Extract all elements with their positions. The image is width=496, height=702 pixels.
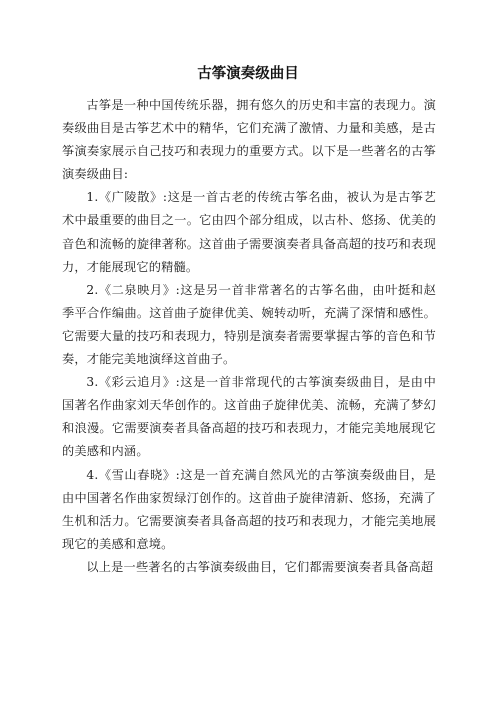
paragraph-item-3: 3.《彩云追月》:这是一首非常现代的古筝演奏级曲目，是由中国著名作曲家刘天华创作的。这首曲子旋律优美、流畅，充满了梦幻和浪漫。它需要演奏者具备高超的技巧和表现力，才能完美地展现它的美感和内涵。 xyxy=(62,375,436,459)
document-title: 古筝演奏级曲目 xyxy=(197,66,299,82)
document-body xyxy=(62,94,436,579)
paragraph-intro: 古筝是一种中国传统乐器，拥有悠久的历史和丰富的表现力。演奏级曲目是古筝艺术中的精华，它们充满了激情、力量和美感，是古筝演奏家展示自己技巧和表现力的重要方式。以下是一些著名的古筝演奏级曲目: xyxy=(62,98,436,182)
paragraph-item-1: 1.《广陵散》:这是一首古老的传统古筝名曲，被认为是古筝艺术中最重要的曲目之一。它由四个部分组成，以古朴、悠扬、优美的音色和流畅的旋律著称。这首曲子需要演奏者具备高超的技巧和表现力，才能展现它的精髓。 xyxy=(62,190,436,274)
paragraph-item-2: 2.《二泉映月》:这是另一首非常著名的古筝名曲，由叶挺和赵季平合作编曲。这首曲子旋律优美、婉转动听，充满了深情和感性。它需要大量的技巧和表现力，特别是演奏者需要掌握古筝的音色和节奏，才能完美地演绎这首曲子。 xyxy=(62,282,436,367)
paragraph-item-4: 4.《雪山春晓》:这是一首充满自然风光的古筝演奏级曲目，是由中国著名作曲家贺绿汀创作的。这首曲子旋律清新、悠扬，充满了生机和活力。它需要演奏者具备高超的技巧和表现力，才能完美地展现它的美感和意境。 xyxy=(62,467,436,551)
paragraph-closing: 以上是一些著名的古筝演奏级曲目，它们都需要演奏者具备高超 xyxy=(86,559,434,574)
